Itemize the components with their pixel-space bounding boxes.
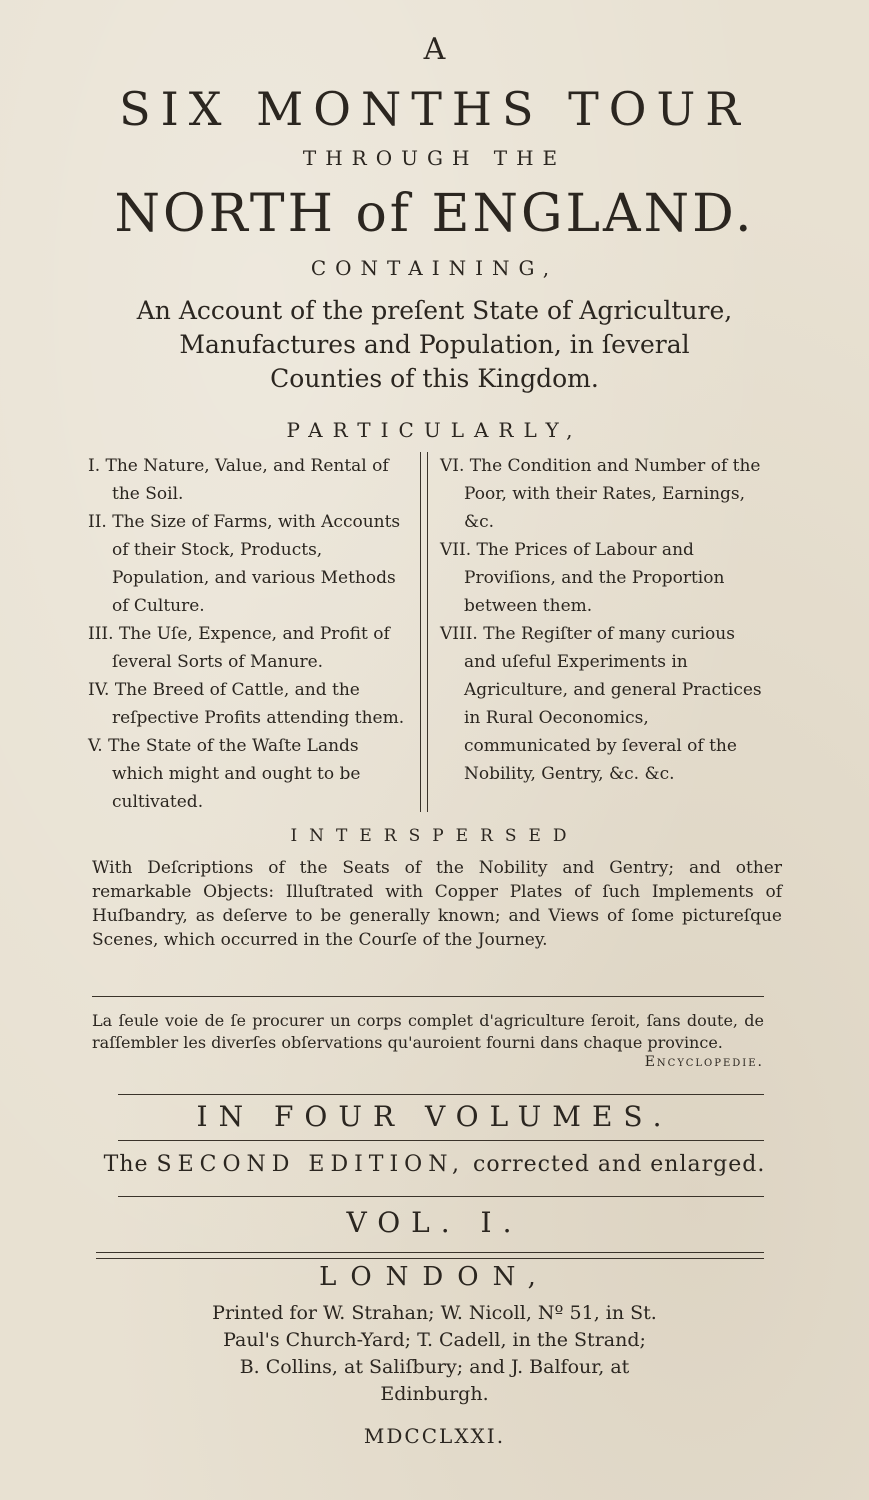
- volume-number: VOL. I.: [346, 1206, 523, 1239]
- topic-item: V. The State of the Waſte Lands which might and ought to be cultivated.: [88, 736, 361, 812]
- interspersed-heading: INTERSPERSED: [290, 826, 579, 846]
- edition-statement: [0, 1152, 869, 1177]
- book-title: SIX MONTHS TOUR: [119, 82, 750, 136]
- edition-name: SECOND EDITION,: [156, 1152, 466, 1177]
- topics-right-column: [440, 452, 770, 788]
- edition-suffix: corrected and enlarged.: [473, 1152, 766, 1177]
- topic-item: VIII. The Regiſter of many curious and uſeful Experiments in Agriculture, and general Practices in Rural Oeconomics, communicated by ſeveral of the Nobility, Gentry, &c. &c.: [440, 624, 762, 784]
- imprint-line: Edinburgh.: [380, 1383, 489, 1405]
- imprint-city: LONDON,: [319, 1262, 550, 1292]
- horizontal-rule: [118, 1094, 764, 1095]
- horizontal-rule: [96, 1252, 764, 1253]
- horizontal-rule: [118, 1140, 764, 1141]
- edition-prefix: The: [103, 1152, 149, 1177]
- horizontal-rule: [118, 1196, 764, 1197]
- volumes-count: IN FOUR VOLUMES.: [196, 1100, 673, 1133]
- topic-item: VII. The Prices of Labour and Proviſions, and the Proportion between them.: [440, 540, 725, 616]
- horizontal-rule: [96, 1258, 764, 1259]
- topic-item: II. The Size of Farms, with Accounts of their Stock, Products, Population, and various Methods of Culture.: [88, 512, 401, 616]
- title-through: THROUGH THE: [302, 146, 567, 170]
- title-article: A: [423, 32, 446, 67]
- imprint-line: B. Collins, at Saliſbury; and J. Balfour, at: [239, 1356, 630, 1378]
- account-line: An Account of the preſent State of Agriculture,: [136, 296, 733, 325]
- publication-date: MDCCLXXI.: [363, 1424, 506, 1448]
- imprint-line: Paul's Church-Yard; T. Cadell, in the Strand;: [223, 1329, 646, 1351]
- topics-left-column: [88, 452, 414, 816]
- account-line: Counties of this Kingdom.: [270, 364, 599, 393]
- imprint-line: Printed for W. Strahan; W. Nicoll, Nº 51, in St.: [212, 1302, 657, 1324]
- topic-item: III. The Uſe, Expence, and Profit of ſeveral Sorts of Manure.: [88, 624, 390, 672]
- descriptions-paragraph: With Deſcriptions of the Seats of the Nobility and Gentry; and other remarkable Objects: Illuſtrated with Copper Plates of ſuch Implements of Huſbandry, as deſerve to be generally known; and Views of ſome pictureſque Scenes, which occurred in the Courſe of the Journey.: [92, 858, 782, 950]
- topic-item: IV. The Breed of Cattle, and the reſpective Profits attending them.: [88, 680, 405, 728]
- topic-item: I. The Nature, Value, and Rental of the Soil.: [88, 456, 389, 504]
- account-description: [60, 294, 809, 396]
- epigraph-source: Encyclopedie.: [644, 1054, 764, 1070]
- containing-heading: CONTAINING,: [310, 256, 559, 280]
- imprint-printers: [70, 1300, 799, 1408]
- account-line: Manufactures and Population, in ſeveral: [179, 330, 690, 359]
- horizontal-rule: [92, 996, 764, 997]
- particularly-heading: PARTICULARLY,: [286, 418, 583, 442]
- topic-item: VI. The Condition and Number of the Poor, with their Rates, Earnings, &c.: [440, 456, 761, 532]
- epigraph-quote: La ſeule voie de ſe procurer un corps complet d'agriculture ſeroit, ſans doute, de raſſembler les diverſes obſervations qu'auroient fourni dans chaque province.: [92, 1011, 764, 1052]
- column-divider: [420, 452, 428, 812]
- title-region: NORTH of ENGLAND.: [114, 184, 755, 244]
